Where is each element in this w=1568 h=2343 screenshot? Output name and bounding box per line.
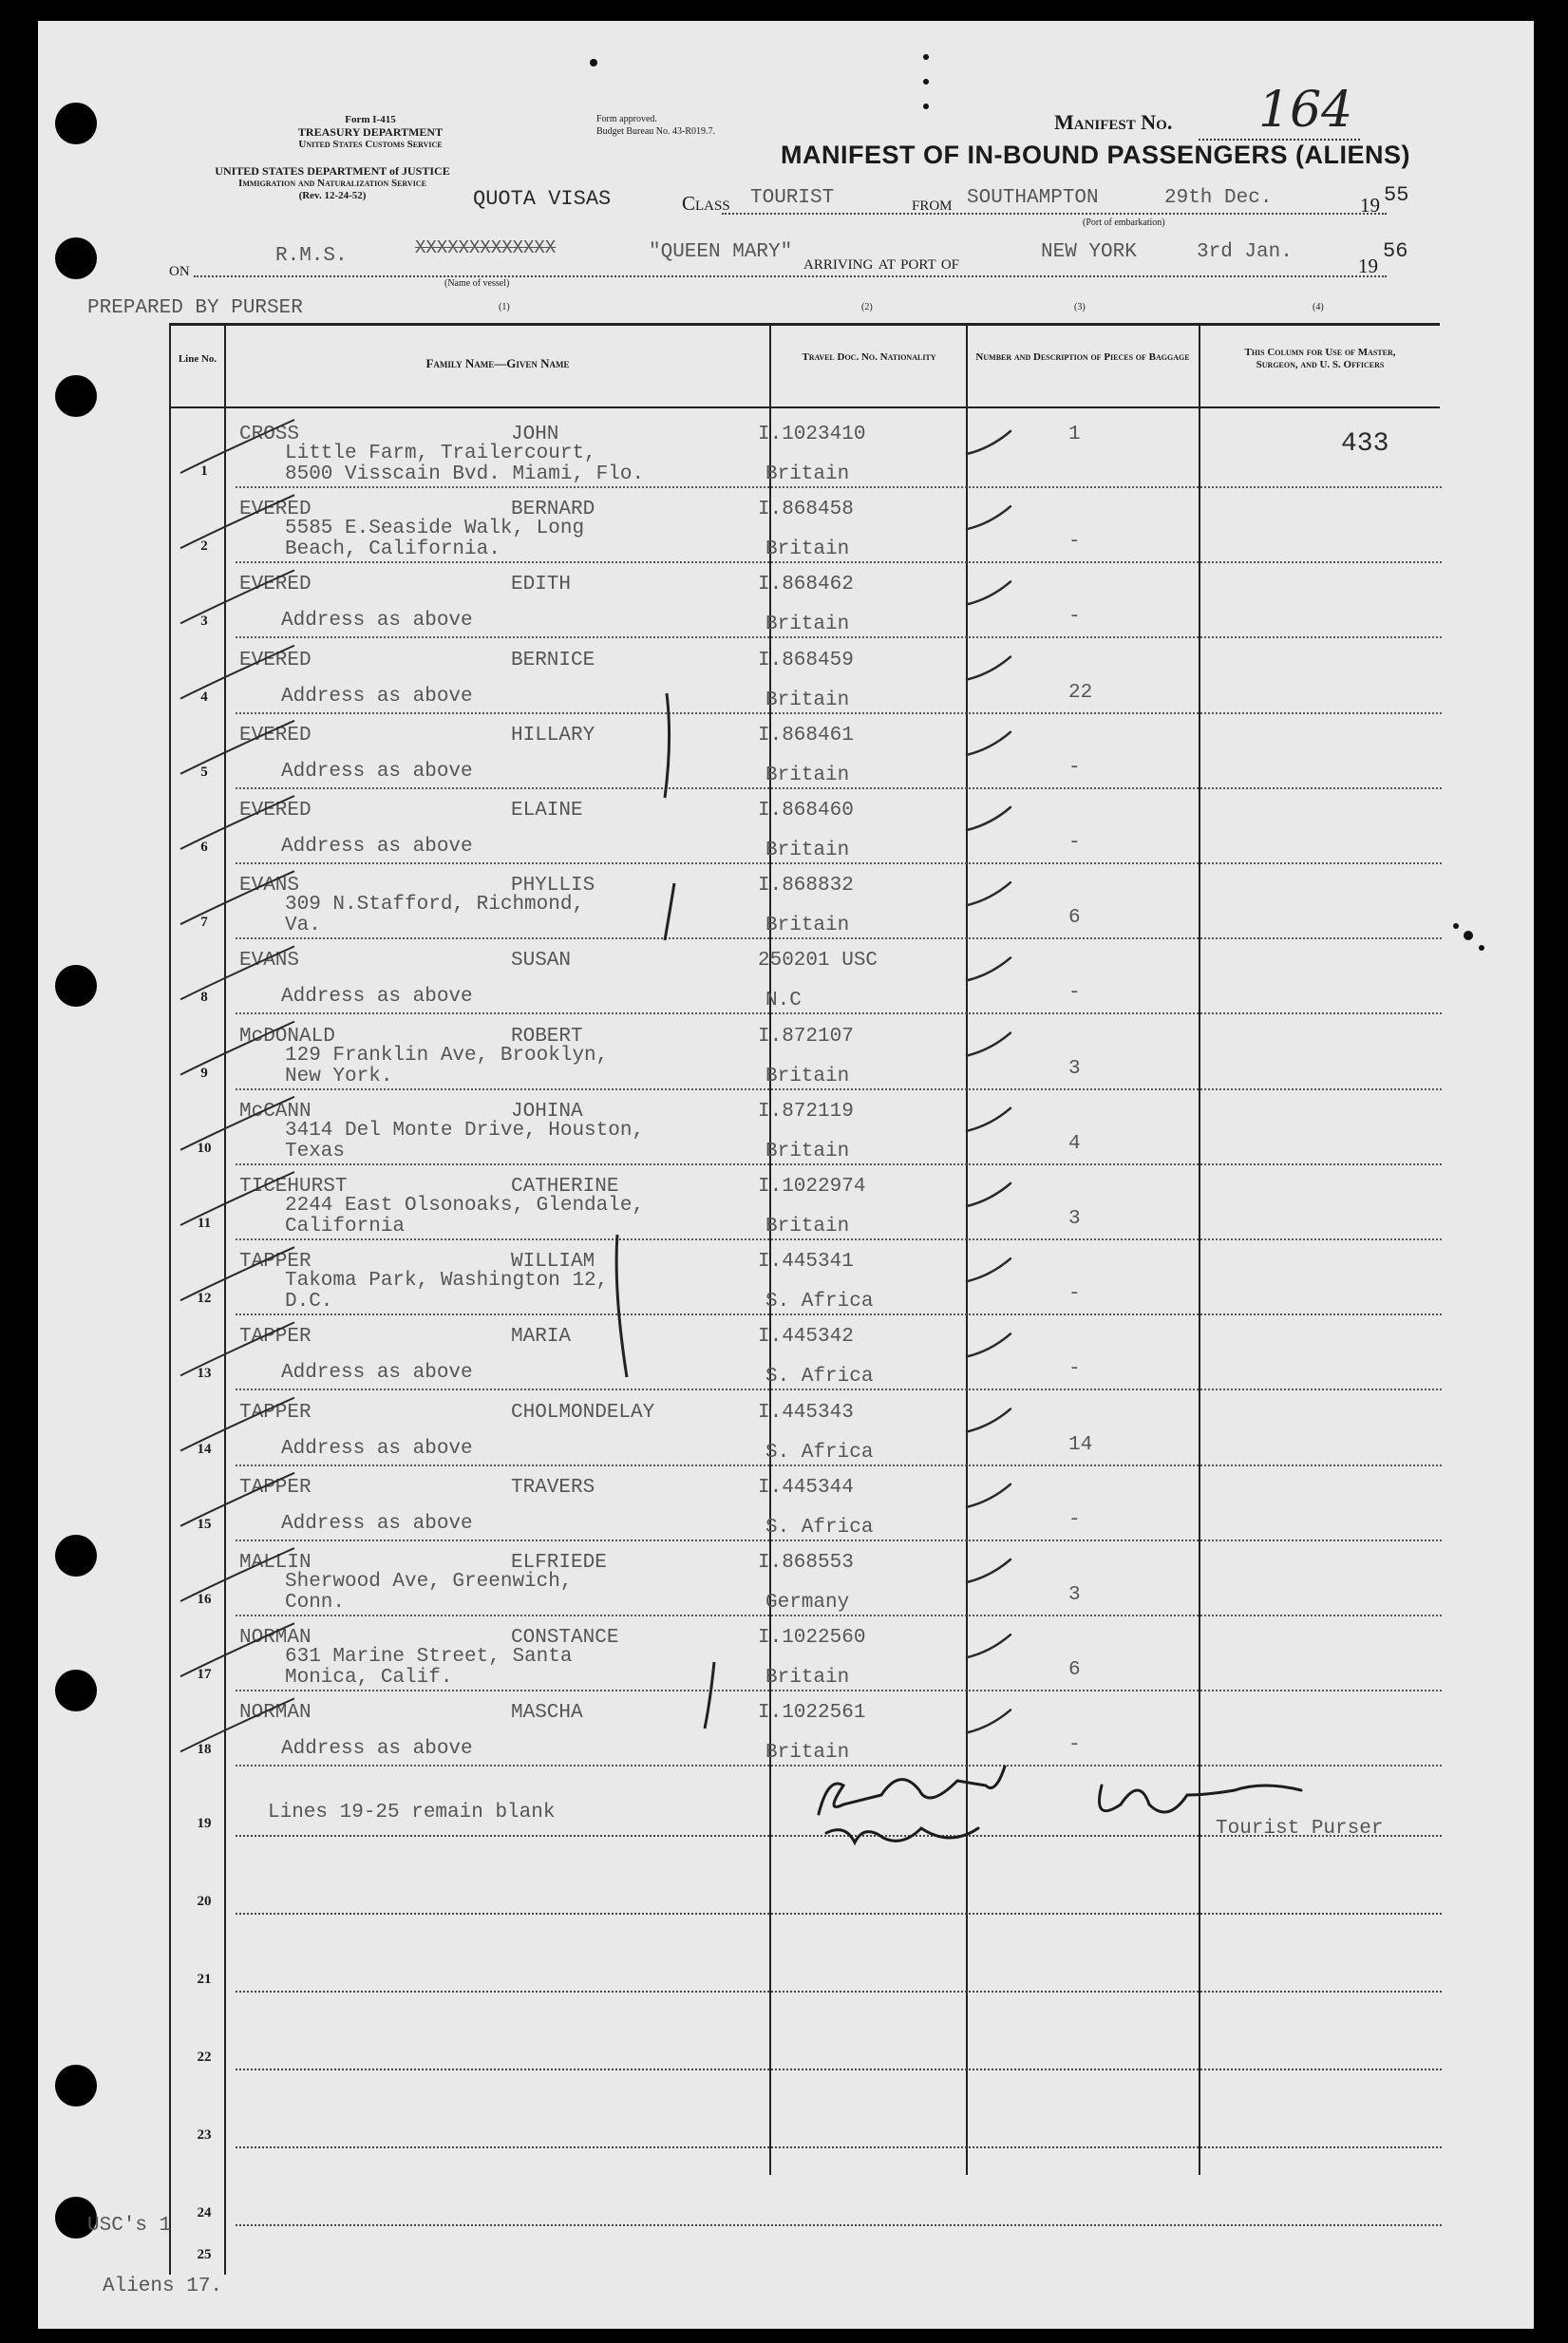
baggage-count: - (1068, 1508, 1081, 1531)
family-name: EVERED (239, 800, 312, 822)
arrival-date: 3rd Jan. (1197, 241, 1293, 263)
row-rule (236, 561, 1442, 563)
baggage-count: - (1068, 1734, 1081, 1757)
customs-service: United States Customs Service (298, 139, 443, 150)
baggage-count: 6 (1068, 1659, 1081, 1682)
line-number: 5 (200, 764, 208, 780)
family-name: EVERED (239, 499, 312, 521)
treasury-department: TREASURY DEPARTMENT (297, 125, 444, 139)
line-number: 14 (197, 1441, 212, 1457)
travel-col-border (966, 323, 968, 2175)
address-line-2: D.C. (285, 1291, 333, 1313)
blank-row-rule (236, 1913, 1442, 1915)
given-name: BERNARD (511, 499, 595, 521)
family-name: NORMAN (239, 1627, 312, 1650)
class-label: Class (682, 192, 730, 215)
given-name: BERNICE (511, 649, 595, 671)
arrival-year: 56 (1383, 239, 1408, 263)
given-name: CATHERINE (511, 1176, 619, 1198)
address-line-2: Beach, California. (285, 539, 501, 561)
row-rule (236, 787, 1442, 789)
row-rule (236, 712, 1442, 714)
officer-entry: 433 (1341, 429, 1389, 459)
row-rule (236, 1389, 1442, 1390)
line-number: 23 (197, 2127, 212, 2143)
address-line-2: Conn. (285, 1592, 346, 1614)
travel-doc-number: I.868458 (758, 499, 854, 521)
baggage-count: - (1068, 606, 1081, 629)
baggage-count: - (1068, 531, 1081, 554)
nationality: S. Africa (765, 1441, 874, 1464)
vessel-line (194, 275, 1387, 277)
family-name: EVERED (239, 724, 312, 746)
table-left-border (169, 323, 171, 2275)
blank-row-rule (236, 2224, 1442, 2226)
address-line: 2244 East Olsonoaks, Glendale, (285, 1195, 645, 1217)
address-line: 3414 Del Monte Drive, Houston, (285, 1119, 645, 1142)
col-number-3: (3) (1074, 302, 1086, 312)
given-name: EDITH (511, 574, 572, 596)
family-name: EVERED (239, 574, 312, 596)
family-name: NORMAN (239, 1702, 312, 1725)
travel-doc-number: I.868553 (758, 1552, 854, 1574)
punch-hole (55, 965, 97, 1007)
address-line: Address as above (281, 1738, 473, 1761)
row-rule (236, 1163, 1442, 1165)
baggage-count: 3 (1068, 1208, 1081, 1230)
form-approved: Form approved. (596, 114, 657, 124)
line-number: 22 (197, 2050, 212, 2065)
address-line: 129 Franklin Ave, Brooklyn, (285, 1044, 609, 1067)
header-name: Family Name—Given Name (425, 356, 570, 370)
given-name: ELAINE (511, 800, 583, 822)
line-number: 7 (200, 915, 208, 931)
nationality: Britain (765, 840, 850, 861)
travel-doc-number: I.868461 (758, 724, 854, 746)
col-number-4: (4) (1313, 302, 1324, 312)
address-line: 5585 E.Seaside Walk, Long (285, 518, 585, 540)
travel-doc-number: I.868459 (758, 649, 854, 671)
row-rule (236, 1088, 1442, 1090)
baggage-count: 1 (1068, 424, 1081, 445)
vessel-name: "QUEEN MARY" (649, 241, 793, 263)
row-rule (236, 1012, 1442, 1014)
address-line: Address as above (281, 1437, 473, 1460)
col-number-1: (1) (499, 302, 510, 312)
punch-hole (55, 2065, 97, 2107)
address-line: Sherwood Ave, Greenwich, (285, 1571, 573, 1593)
given-name: WILLIAM (511, 1251, 595, 1274)
given-name: CONSTANCE (511, 1627, 619, 1650)
line-number: 20 (197, 1894, 212, 1909)
punch-hole (55, 237, 97, 279)
line-number: 12 (197, 1291, 212, 1307)
row-rule (236, 937, 1442, 939)
line-number: 25 (197, 2247, 212, 2262)
nationality: Britain (765, 539, 850, 561)
manifest-label: Manifest No. (1054, 110, 1173, 134)
arriving-label: arriving at port of (803, 251, 960, 274)
nationality: N.C (765, 990, 802, 1012)
baggage-count: - (1068, 1358, 1081, 1381)
travel-doc-number: I.868460 (758, 800, 854, 822)
baggage-count: - (1068, 982, 1081, 1005)
justice-department: UNITED STATES DEPARTMENT of JUSTICE (215, 164, 450, 178)
line-number: 19 (197, 1816, 212, 1831)
manifest-number: 164 (1258, 82, 1353, 139)
quota-visas: QUOTA VISAS (473, 187, 612, 211)
baggage-count: 4 (1068, 1132, 1081, 1155)
travel-doc-number: 250201 USC (758, 950, 878, 973)
baggage-count: 3 (1068, 1057, 1081, 1080)
given-name: CHOLMONDELAY (511, 1401, 655, 1424)
given-name: MASCHA (511, 1702, 583, 1725)
travel-doc-number: I.868832 (758, 875, 854, 898)
baggage-count: 3 (1068, 1584, 1081, 1606)
form-number: Form I-415 (345, 114, 396, 125)
address-line: Takoma Park, Washington 12, (285, 1270, 609, 1293)
travel-doc-number: I.445344 (758, 1476, 854, 1499)
line-number: 13 (197, 1366, 212, 1382)
nationality: Britain (765, 1667, 850, 1690)
vessel-prefix: R.M.S. (275, 245, 348, 267)
given-name: HILLARY (511, 724, 595, 746)
table-top-rule (169, 323, 1440, 326)
family-name: TAPPER (239, 1251, 312, 1274)
row-rule (236, 862, 1442, 864)
family-name: McDONALD (239, 1025, 335, 1048)
given-name: MARIA (511, 1326, 572, 1349)
nationality: Britain (765, 915, 850, 937)
header-line-no: Line No. (178, 353, 217, 365)
travel-doc-number: I.872107 (758, 1025, 854, 1048)
line-number: 17 (197, 1667, 212, 1683)
nationality: Germany (765, 1592, 850, 1614)
given-name: JOHINA (511, 1100, 583, 1123)
row-rule (236, 1690, 1442, 1691)
line-number: 2 (200, 539, 208, 555)
address-line: Address as above (281, 760, 473, 783)
year-prefix: 19 (1360, 194, 1380, 217)
vessel-caption: (Name of vessel) (444, 278, 510, 289)
row-rule (236, 1464, 1442, 1466)
punch-hole (55, 1535, 97, 1577)
purser-signoff: Tourist Purser (1216, 1818, 1384, 1840)
given-name: PHYLLIS (511, 875, 595, 898)
line-number: 3 (200, 614, 208, 630)
prepared-by: PREPARED BY PURSER (87, 297, 303, 319)
line-number: 9 (200, 1065, 208, 1081)
class-value: TOURIST (750, 187, 835, 209)
line-number: 18 (197, 1742, 212, 1758)
given-name: SUSAN (511, 950, 572, 973)
family-name: TAPPER (239, 1401, 312, 1424)
from-label: from (912, 192, 953, 215)
row-rule (236, 1765, 1442, 1767)
travel-doc-number: I.868462 (758, 574, 854, 596)
blank-lines-note: Lines 19-25 remain blank (268, 1802, 556, 1823)
baggage-count: 6 (1068, 907, 1081, 930)
address-line-2: Texas (285, 1140, 346, 1162)
header-travel-doc: Travel Doc. No. Nationality (802, 351, 936, 363)
nationality: Britain (765, 689, 850, 711)
nationality: Britain (765, 614, 850, 636)
given-name: ROBERT (511, 1025, 583, 1048)
nationality: Britain (765, 764, 850, 786)
address-line: Address as above (281, 685, 473, 708)
address-line: Address as above (281, 1362, 473, 1385)
header-baggage: Number and Description of Pieces of Baggage (975, 351, 1190, 363)
row-rule (236, 1238, 1442, 1240)
address-line: Address as above (281, 610, 473, 633)
baggage-count: - (1068, 832, 1081, 854)
line-number: 16 (197, 1592, 212, 1607)
line-number: 4 (200, 689, 208, 705)
row-rule (236, 1540, 1442, 1541)
given-name: ELFRIEDE (511, 1552, 607, 1574)
travel-doc-number: I.1022561 (758, 1702, 866, 1725)
name-col-border (769, 323, 771, 2175)
travel-doc-number: I.1022974 (758, 1176, 866, 1198)
address-line-2: Va. (285, 915, 321, 937)
ins-service: Immigration and Naturalization Service (238, 178, 426, 189)
manifest-title: MANIFEST OF IN-BOUND PASSENGERS (ALIENS) (781, 141, 1411, 169)
travel-doc-number: I.445341 (758, 1251, 854, 1274)
baggage-count: - (1068, 1283, 1081, 1306)
from-line (722, 213, 1387, 215)
line-number: 21 (197, 1972, 212, 1987)
baggage-col-border (1199, 323, 1200, 2175)
line-number: 6 (200, 840, 208, 855)
nationality: S. Africa (765, 1366, 874, 1389)
nationality: Britain (765, 463, 850, 485)
port-embark-caption: (Port of embarkation) (1083, 217, 1165, 228)
port-of-embarkation: SOUTHAMPTON (967, 187, 1099, 209)
travel-doc-number: I.1022560 (758, 1627, 866, 1650)
budget-bureau: Budget Bureau No. 43-R019.7. (596, 126, 715, 137)
nationality: S. Africa (765, 1516, 874, 1539)
family-name: EVANS (239, 950, 300, 973)
table-header-rule (169, 406, 1440, 408)
embarkation-year: 55 (1384, 183, 1409, 207)
family-name: TAPPER (239, 1476, 312, 1499)
travel-doc-number: I.872119 (758, 1100, 854, 1123)
punch-hole (55, 1670, 97, 1711)
arrival-port: NEW YORK (1041, 241, 1137, 263)
header-officers: This Column for Use of Master, Surgeon, and U. S. Officers (1244, 347, 1396, 370)
address-line: Address as above (281, 836, 473, 858)
arrival-year-prefix: 19 (1358, 255, 1378, 277)
family-name: CROSS (239, 424, 300, 445)
baggage-count: 14 (1068, 1433, 1093, 1456)
embarkation-date: 29th Dec. (1164, 187, 1273, 209)
blank-row-rule (236, 2146, 1442, 2148)
given-name: JOHN (511, 424, 559, 445)
nationality: Britain (765, 1216, 850, 1238)
line-number: 1 (200, 463, 208, 479)
line-number: 10 (197, 1140, 212, 1156)
struck-vessel-text: XXXXXXXXXXXXX (415, 237, 557, 258)
travel-doc-number: I.1023410 (758, 424, 866, 445)
address-line-2: New York. (285, 1065, 393, 1087)
baggage-count: 22 (1068, 681, 1093, 704)
row-rule (236, 636, 1442, 638)
blank-row-rule (236, 2069, 1442, 2070)
row-rule (236, 486, 1442, 488)
address-line: Address as above (281, 1512, 473, 1535)
address-line: 631 Marine Street, Santa (285, 1646, 573, 1669)
line-number: 24 (197, 2205, 212, 2220)
nationality: S. Africa (765, 1291, 874, 1313)
footer-aliens-count: Aliens 17. (103, 2276, 223, 2297)
family-name: EVERED (239, 649, 312, 671)
address-line: 309 N.Stafford, Richmond, (285, 894, 585, 916)
address-line: Little Farm, Trailercourt, (285, 443, 596, 464)
line-number: 8 (200, 990, 208, 1006)
nationality: Britain (765, 1742, 850, 1765)
address-line: Address as above (281, 986, 473, 1009)
family-name: EVANS (239, 875, 300, 898)
address-line-2: 8500 Visscain Bvd. Miami, Flo. (285, 463, 645, 485)
punch-hole (55, 103, 97, 144)
line-number: 11 (197, 1216, 212, 1231)
family-name: MALLIN (239, 1552, 312, 1574)
given-name: TRAVERS (511, 1476, 595, 1499)
blank-row-rule (236, 1991, 1442, 1993)
family-name: TICEHURST (239, 1176, 348, 1198)
footer-usc-count: USC's 1 (87, 2215, 172, 2237)
family-name: McCANN (239, 1100, 312, 1123)
address-line-2: California (285, 1216, 406, 1238)
baggage-count: - (1068, 756, 1081, 779)
on-label: on (169, 256, 190, 280)
travel-doc-number: I.445343 (758, 1401, 854, 1424)
family-name: TAPPER (239, 1326, 312, 1349)
nationality: Britain (765, 1065, 850, 1087)
row-rule (236, 1313, 1442, 1315)
revision-date: (Rev. 12-24-52) (298, 190, 367, 201)
travel-doc-number: I.445342 (758, 1326, 854, 1349)
punch-hole (55, 375, 97, 417)
nationality: Britain (765, 1140, 850, 1162)
address-line-2: Monica, Calif. (285, 1667, 453, 1690)
col-number-2: (2) (861, 302, 873, 312)
line-number: 15 (197, 1516, 212, 1532)
row-rule (236, 1615, 1442, 1616)
